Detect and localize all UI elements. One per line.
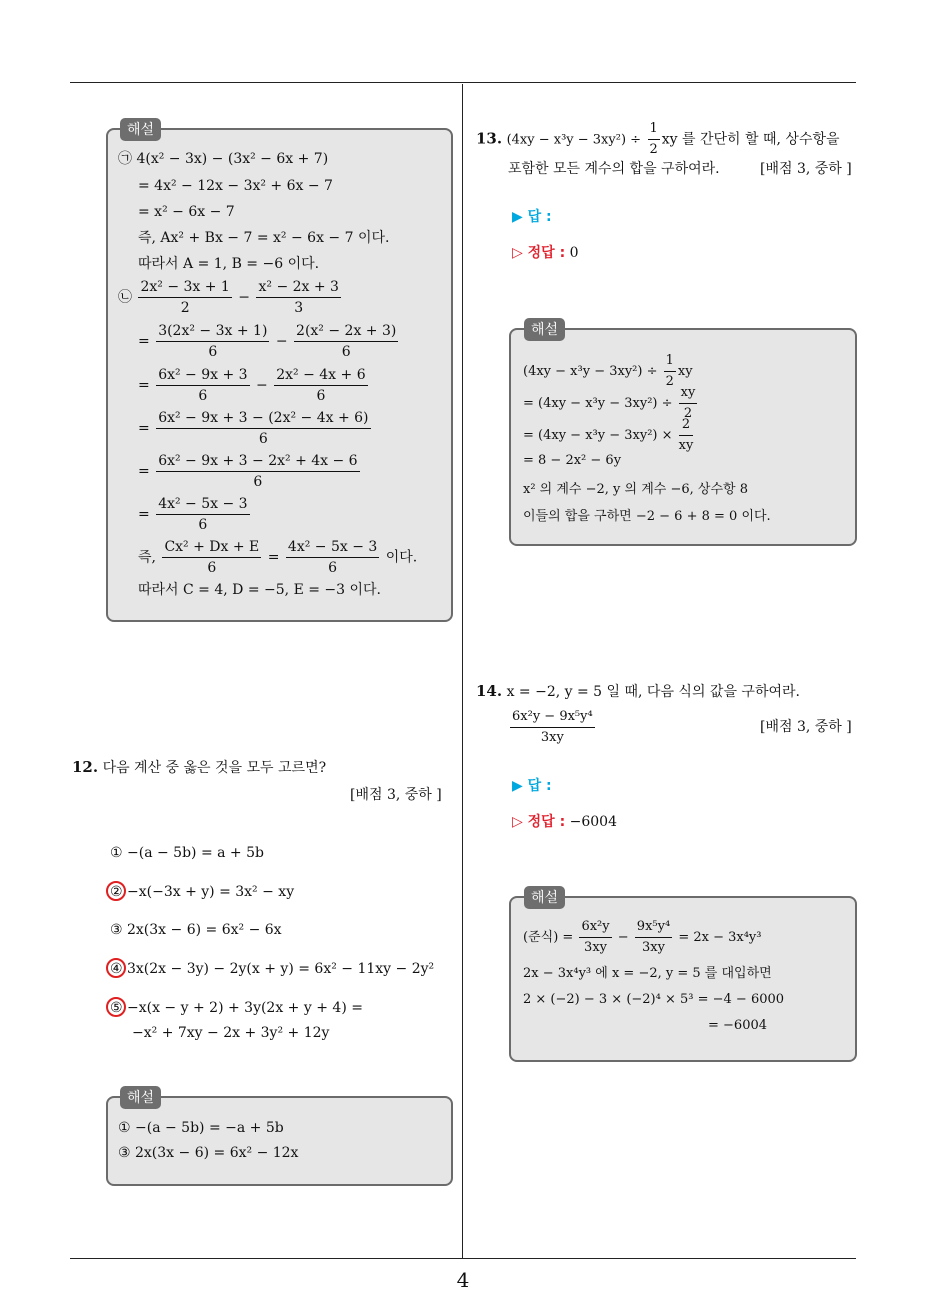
q14-correct: ▷ 정답 : −6004: [512, 814, 617, 830]
solution-tag-14: 해설: [524, 886, 565, 909]
fraction: $\frac{1}{2}$: [649, 121, 658, 157]
solution-tag-13: 해설: [524, 318, 565, 341]
marked-circle-option-2: [106, 881, 126, 901]
sol13-line4: = 8 − 2x² − 6y: [523, 453, 622, 468]
fraction: $\frac{\text{2x² − 3x + 1}}{2}$: [140, 279, 230, 316]
fraction: $\frac{\text{6x² − 9x + 3 − 2x² + 4x − 6}}{6}$: [158, 453, 358, 490]
q14-points: [배점 3, 중하 ]: [760, 719, 852, 735]
sol11-line3: = x² − 6x − 7: [138, 204, 235, 220]
sol11-line11: = $\frac{\text{4x² − 5x − 3}}{6}$: [138, 496, 248, 533]
q13-answer-label: ▶ 답 :: [512, 209, 552, 225]
q12-option-1: ① −(a − 5b) = a + 5b: [110, 845, 264, 861]
sol14-line1: (준식) = $\frac{\text{6x²y}}{3xy}$ − $\frac{\text{9x⁵y⁴}}{3xy}$ = 2x − 3x⁴y³: [523, 919, 762, 955]
question-number: 13.: [476, 129, 503, 148]
fraction: $\frac{\text{Cx² + Dx + E}}{6}$: [164, 539, 260, 576]
sol13-line3: = (4xy − x³y − 3xy²) × $\frac{2}{xy}$: [523, 417, 694, 453]
sol13-line5: x² 의 계수 −2, y 의 계수 −6, 상수항 8: [523, 482, 748, 497]
sol11-line9: = $\frac{\text{6x² − 9x + 3 − (2x² − 4x + 6)}}{6}$: [138, 410, 369, 447]
fraction: $\frac{\text{x² − 2x + 3}}{3}$: [258, 279, 339, 316]
fraction: $\frac{\text{3(2x² − 3x + 1)}}{6}$: [158, 323, 268, 360]
marked-circle-option-4: [106, 958, 126, 978]
q12-option-2: ② −x(−3x + y) = 3x² − xy: [110, 884, 295, 900]
solution-box-12: [106, 1096, 453, 1186]
question-13: 13. (4xy − x³y − 3xy²) ÷ $\frac{1}{2}$ xy 를 간단히 할 때, 상수항을: [476, 121, 840, 157]
question-number: 12.: [72, 758, 99, 776]
question-text: 다음 계산 중 옳은 것을 모두 고르면?: [102, 760, 327, 776]
sol11-line2: = 4x² − 12x − 3x² + 6x − 7: [138, 178, 333, 194]
sol12-line1: ① −(a − 5b) = −a + 5b: [118, 1120, 284, 1136]
sol14-line4: = −6004: [708, 1018, 768, 1033]
fraction: $\frac{\text{6x² − 9x + 3}}{6}$: [158, 367, 248, 404]
sol12-line2: ③ 2x(3x − 6) = 6x² − 12x: [118, 1145, 299, 1161]
fraction: $\frac{\text{6x² − 9x + 3 − (2x² − 4x + 6)}}{6}$: [158, 410, 369, 447]
sol14-line3: 2 × (−2) − 3 × (−2)⁴ × 5³ = −4 − 6000: [523, 992, 785, 1007]
marked-circle-option-5: [106, 997, 126, 1017]
sol11-line13: 따라서 C = 4, D = −5, E = −3 이다.: [138, 582, 382, 598]
q12-option-3: ③ 2x(3x − 6) = 6x² − 6x: [110, 922, 282, 938]
q13-correct: ▷ 정답 : 0: [512, 245, 579, 261]
q14-expression: [508, 708, 597, 747]
sol11-line10: = $\frac{\text{6x² − 9x + 3 − 2x² + 4x − 6}}{6}$: [138, 453, 358, 490]
sol11-line1: ㉠ 4(x² − 3x) − (3x² − 6x + 7): [118, 151, 329, 167]
sol11-line12: 즉, $\frac{\text{Cx² + Dx + E}}{6}$ = $\frac{\text{4x² − 5x − 3}}{6}$ 이다.: [138, 539, 418, 576]
solution-tag-11: 해설: [120, 118, 161, 141]
fraction: $\frac{xy}{2}$: [680, 385, 696, 421]
fraction: $\frac{\text{9x⁵y⁴}}{3xy}$: [636, 919, 671, 955]
sol13-line6: 이들의 합을 구하면 −2 − 6 + 8 = 0 이다.: [523, 509, 771, 524]
sol13-line1: (4xy − x³y − 3xy²) ÷ $\frac{1}{2}$ xy: [523, 353, 693, 389]
sol11-line6: ㉡ $\frac{\text{2x² − 3x + 1}}{2}$ − $\frac{\text{x² − 2x + 3}}{3}$: [118, 279, 339, 316]
sol11-line7: = $\frac{\text{3(2x² − 3x + 1)}}{6}$ − $\frac{\text{2(x² − 2x + 3)}}{6}$: [138, 323, 397, 360]
q14-answer-label: ▶ 답 :: [512, 778, 552, 794]
circled-mark: ㉡: [118, 289, 132, 306]
q13-points: [배점 3, 중하 ]: [760, 161, 852, 177]
q12-option-4: ④ 3x(2x − 3y) − 2y(x + y) = 6x² − 11xy − 2y²: [110, 961, 435, 977]
fraction: $\frac{2}{xy}$: [678, 417, 694, 453]
fraction: $\frac{\text{4x² − 5x − 3}}{6}$: [287, 539, 378, 576]
q13-line2: 포함한 모든 계수의 합을 구하여라.: [508, 161, 720, 177]
top-rule: [70, 82, 856, 83]
q12-points: [배점 3, 중하 ]: [350, 787, 442, 803]
question-number: 14.: [476, 682, 503, 700]
sol14-line2: 2x − 3x⁴y³ 에 x = −2, y = 5 를 대입하면: [523, 966, 772, 981]
q12-option-5-continued: −x² + 7xy − 2x + 3y² + 12y: [132, 1025, 330, 1041]
fraction: $\frac{\text{2(x² − 2x + 3)}}{6}$: [296, 323, 397, 360]
fraction: $\frac{\text{2x² − 4x + 6}}{6}$: [276, 367, 366, 404]
solution-tag-12: 해설: [120, 1086, 161, 1109]
fraction: $\frac{\text{6x²y}}{3xy}$: [581, 919, 610, 955]
column-divider: [462, 84, 463, 1258]
fraction: $\frac{\text{6x²y − 9x⁵y⁴}}{3xy}$: [512, 709, 593, 745]
bottom-rule: [70, 1258, 856, 1259]
fraction: $\frac{1}{2}$: [665, 353, 674, 389]
question-14: 14. x = −2, y = 5 일 때, 다음 식의 값을 구하여라.: [476, 682, 800, 700]
q12-option-5: ⑤ −x(x − y + 2) + 3y(2x + y + 4) =: [110, 1000, 363, 1016]
question-12: [72, 758, 326, 777]
sol11-line8: = $\frac{\text{6x² − 9x + 3}}{6}$ − $\frac{\text{2x² − 4x + 6}}{6}$: [138, 367, 366, 404]
sol11-line4: 즉, Ax² + Bx − 7 = x² − 6x − 7 이다.: [138, 230, 390, 246]
sol11-line5: 따라서 A = 1, B = −6 이다.: [138, 256, 320, 272]
fraction: $\frac{\text{4x² − 5x − 3}}{6}$: [158, 496, 248, 533]
sol13-line2: = (4xy − x³y − 3xy²) ÷ $\frac{xy}{2}$: [523, 385, 696, 421]
page-number: 4: [456, 1268, 470, 1292]
